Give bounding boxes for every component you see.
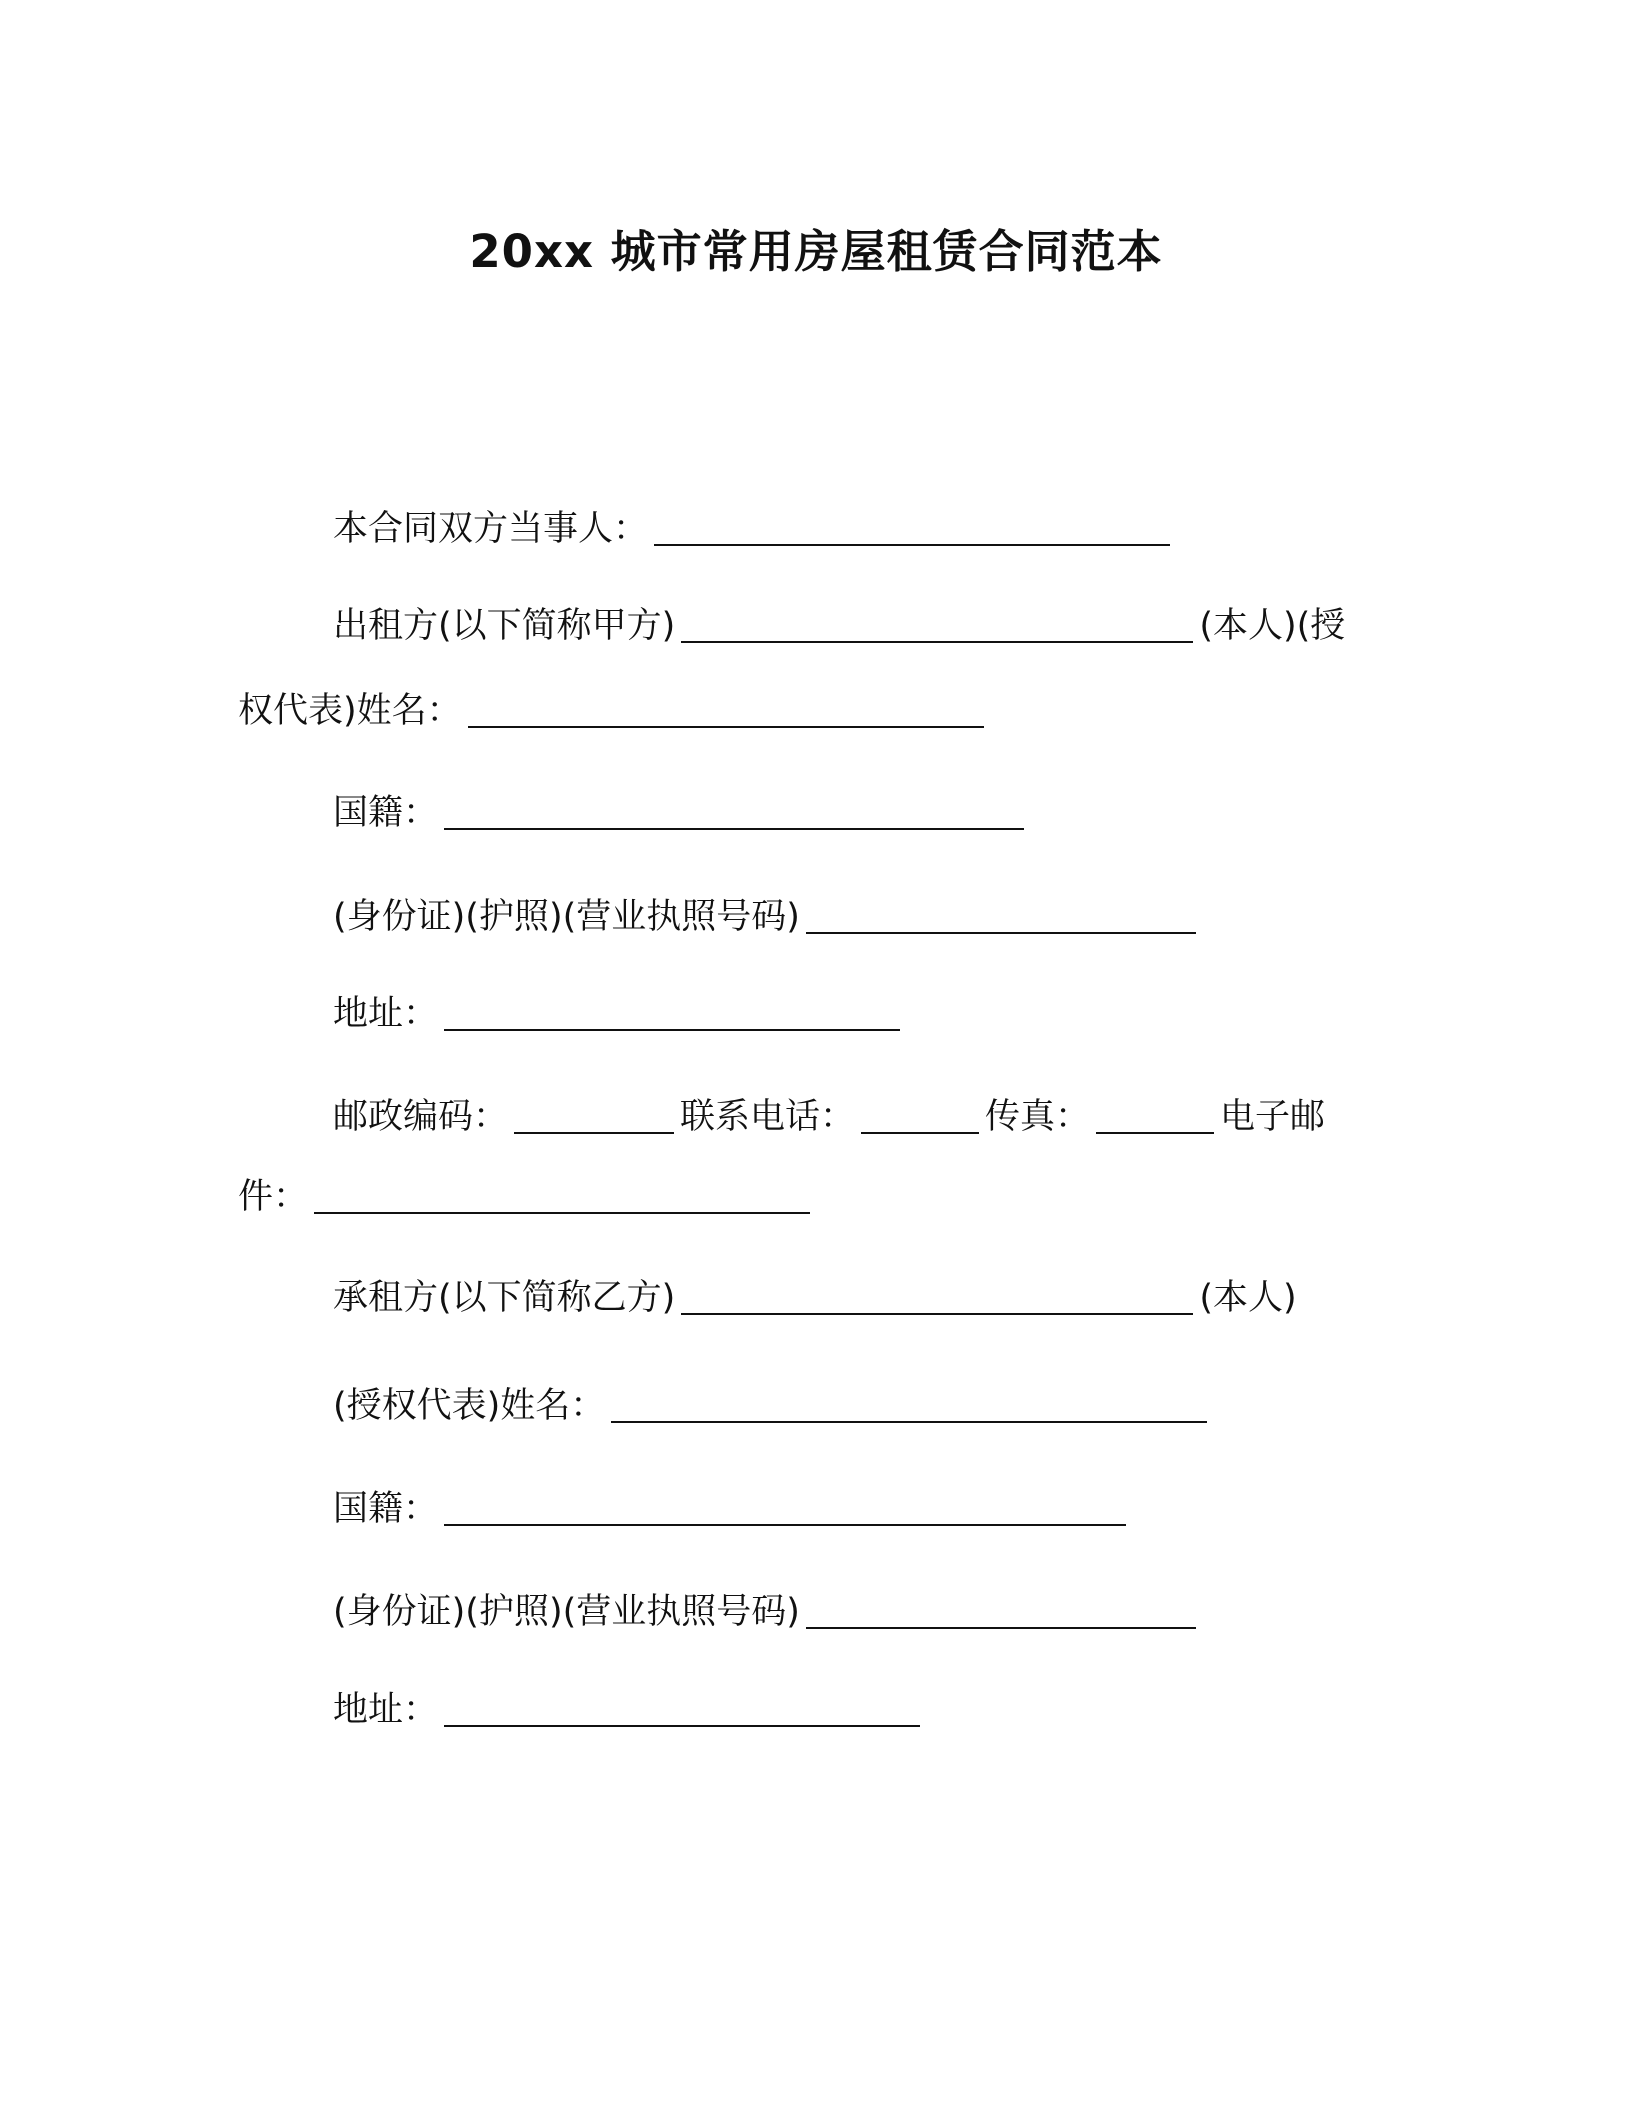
parties-label: 本合同双方当事人： [333, 509, 649, 549]
lessee-id-blank[interactable] [806, 1591, 1196, 1629]
lessor-name-label: 权代表)姓名： [238, 691, 462, 731]
lessor-postcode-label: 邮政编码： [333, 1097, 509, 1137]
lessor-self-label: (本人)(授 [1199, 606, 1346, 646]
lessee-intro-label: 承租方(以下简称乙方) [333, 1278, 676, 1318]
lessor-intro-line [333, 599, 1345, 650]
lessee-id-line [333, 1585, 1202, 1636]
lessee-nationality-label: 国籍： [333, 1489, 439, 1529]
lessee-intro-line [333, 1271, 1297, 1322]
lessor-address-label: 地址： [333, 994, 439, 1034]
lessee-id-label: (身份证)(护照)(营业执照号码) [333, 1592, 800, 1632]
lessee-address-line [333, 1683, 926, 1734]
lessor-nationality-label: 国籍： [333, 793, 439, 833]
parties-line [333, 502, 1176, 553]
lessor-contact-line [333, 1090, 1325, 1141]
lessor-email-label-b: 件： [238, 1177, 309, 1217]
lessor-name-blank[interactable] [468, 690, 984, 728]
lessor-postcode-blank[interactable] [514, 1096, 674, 1134]
lessor-id-label: (身份证)(护照)(营业执照号码) [333, 897, 800, 937]
lessee-address-label: 地址： [333, 1690, 439, 1730]
lessee-nationality-blank[interactable] [444, 1488, 1126, 1526]
lessor-fax-blank[interactable] [1096, 1096, 1214, 1134]
lessor-address-blank[interactable] [444, 993, 900, 1031]
lessor-intro-blank[interactable] [681, 605, 1193, 643]
lessee-nationality-line [333, 1482, 1132, 1533]
lessor-email-label-a: 电子邮 [1220, 1097, 1326, 1137]
parties-blank[interactable] [654, 508, 1170, 546]
lessor-phone-blank[interactable] [861, 1096, 979, 1134]
lessor-phone-label: 联系电话： [680, 1097, 856, 1137]
lessee-address-blank[interactable] [444, 1689, 920, 1727]
lessee-name-line [333, 1379, 1213, 1430]
lessor-nationality-line [333, 786, 1030, 837]
document-title: 20xx 城市常用房屋租赁合同范本 [469, 225, 1163, 278]
lessor-name-line [238, 684, 990, 735]
lessor-nationality-blank[interactable] [444, 792, 1024, 830]
lessee-name-label: (授权代表)姓名： [333, 1386, 606, 1426]
lessee-self-label: (本人) [1199, 1278, 1297, 1318]
lessor-address-line [333, 987, 906, 1038]
lessor-id-blank[interactable] [806, 896, 1196, 934]
lessor-fax-label: 传真： [985, 1097, 1091, 1137]
lessee-name-blank[interactable] [611, 1385, 1207, 1423]
lessor-intro-label: 出租方(以下简称甲方) [333, 606, 676, 646]
lessor-email-blank[interactable] [314, 1176, 810, 1214]
lessor-id-line [333, 890, 1202, 941]
lessor-email-line [238, 1170, 816, 1221]
lessee-intro-blank[interactable] [681, 1277, 1193, 1315]
